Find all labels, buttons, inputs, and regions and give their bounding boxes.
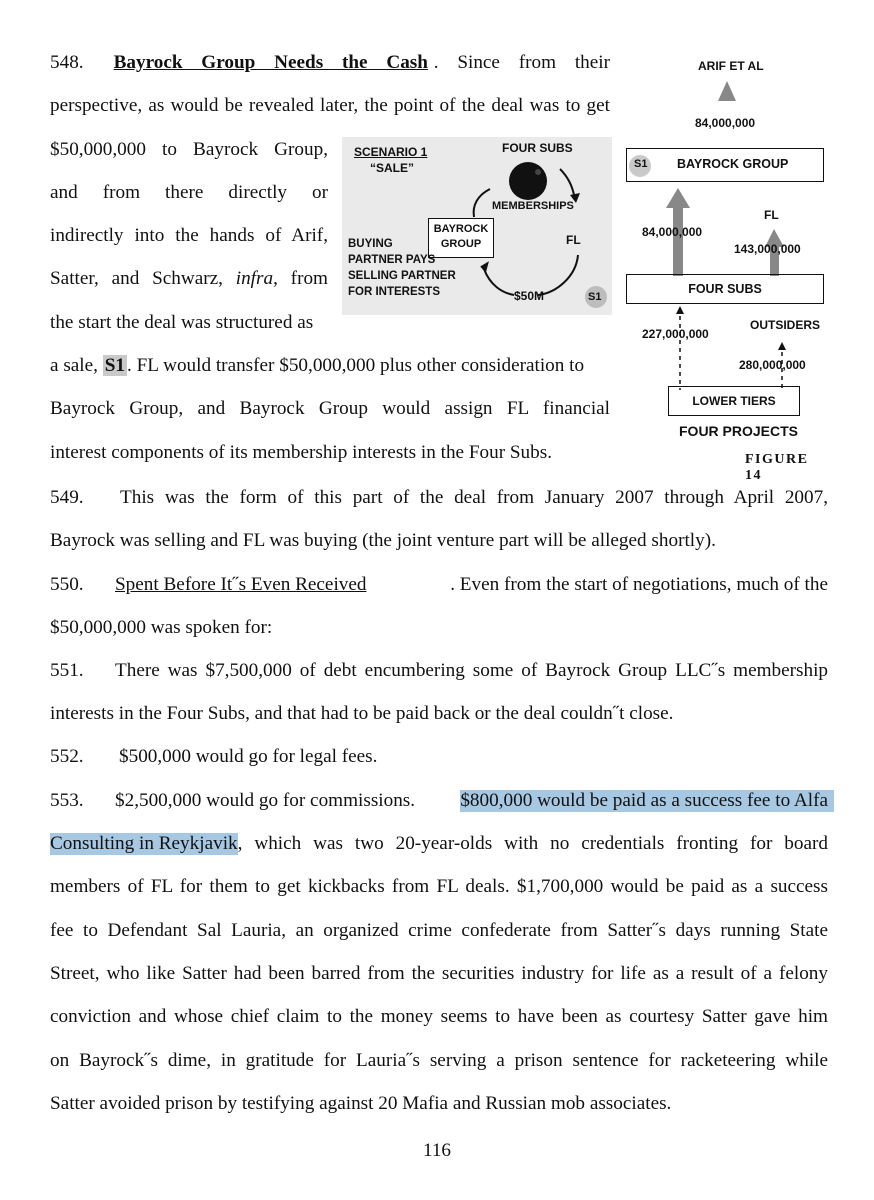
p553-line-5: Street, who like Satter had been barred from the securities industry for life as a result of a felony [50,963,828,984]
p548-line-7: the start the deal was structured as [50,312,314,333]
p548-line-9: Bayrock Group, and Bayrock Group would assign FL financial [50,398,610,419]
scenario-bayrock-line-2: GROUP [440,238,482,250]
figure-bayrock-box [626,148,824,182]
p553-line-7: on Bayrock˝s dime, in gratitude for Lauria˝s serving a prison sentence for racketeering while [50,1050,828,1071]
figure-bayrock-label: BAYROCK GROUP [677,157,789,171]
figure-s1-tag: S1 [634,158,648,170]
figure-left-amount: 84,000,000 [642,225,703,239]
p553-l1a: $2,500,000 would go for commissions. [115,790,416,811]
scenario-subtitle: “SALE” [370,161,415,175]
figure-outsiders-label: OUTSIDERS [750,318,821,332]
p552-number: 552. [50,746,84,767]
p550-heading: Spent Before It˝s Even Received [115,574,367,595]
scenario-bayrock-line-1: BAYROCK [433,223,489,235]
p548-line-8 [50,355,610,377]
p553-line-6: conviction and whose chief claim to the money seems to have been as courtesy Satter gave him [50,1006,828,1027]
p548-l6-infra: infra [235,268,274,289]
p553-l2b: , which was two 20-year-olds with no credentials fronting for board [237,833,828,854]
p548-line-1 [50,52,610,74]
scenario-amount: $50M [514,289,545,303]
scenario-fl-label: FL [566,233,581,247]
figure-14 [622,52,830,483]
p553-line-2 [50,833,828,855]
scenario-1-diagram [342,137,612,315]
p548-heading: Bayrock Group Needs the Cash [113,52,428,73]
p552-l1-text: $500,000 would go for legal fees. [119,746,378,767]
p549-l1-text: This was the form of this part of the deal from January 2007 through April 2007, [120,487,828,508]
p550-l1-rest: . Even from the start of negotiations, much of the [450,574,828,595]
p548-line-3: $50,000,000 to Bayrock Group, [50,139,328,160]
figure-fl-label: FL [764,208,779,222]
p551-line-1 [50,660,828,682]
scenario-buying-text [348,236,456,300]
p548-l8a: a sale, [50,355,103,376]
s1-reference-tag: S1 [104,355,126,376]
p548-l6a: Satter, and Schwarz, [50,268,236,289]
page-number: 116 [422,1140,452,1161]
p549-number: 549. [50,487,84,508]
p553-line-8: Satter avoided prison by testifying against 20 Mafia and Russian mob associates. [50,1093,672,1114]
figure-lower-tiers-box [668,386,800,416]
figure-lower-right-amount: 280,000,000 [739,358,806,372]
scenario-buying-line-1: BUYING [348,238,393,250]
scenario-buying-line-3: SELLING PARTNER [348,270,456,282]
figure-caption: FIGURE 14 [745,452,809,483]
p548-l6c: , from [273,268,328,289]
p548-line-2: perspective, as would be revealed later, the point of the deal was to get [50,95,610,116]
p548-l8b: . FL would transfer $50,000,000 plus other consideration to [127,355,585,376]
figure-four-subs-box [626,274,824,304]
p553-number: 553. [50,790,84,811]
p548-l1-rest: . Since from their [433,52,610,73]
scenario-buying-line-2: PARTNER PAYS [348,254,436,266]
p551-number: 551. [50,660,84,681]
p550-line-1 [50,574,828,596]
p553-line-1 [50,790,828,812]
scenario-title: SCENARIO 1 [354,145,428,159]
figure-four-subs-label: FOUR SUBS [688,282,762,296]
p548-line-6 [50,268,328,290]
p548-line-4: and from there directly or [50,182,328,203]
figure-four-projects-label: FOUR PROJECTS [679,423,799,439]
figure-lower-tiers-label: LOWER TIERS [692,394,776,408]
figure-fl-amount: 143,000,000 [734,242,801,256]
p548-number: 548. [50,52,84,73]
scenario-four-subs-label: FOUR SUBS [502,141,573,155]
p553-highlight-2: Consulting in Reykjavik [50,833,238,854]
p552-line-1 [50,746,828,768]
p548-line-10: interest components of its membership interests in the Four Subs. [50,442,553,463]
scenario-s1-tag: S1 [588,291,602,303]
p553-line-4: fee to Defendant Sal Lauria, an organized crime confederate from Satter˝s days running State [50,920,828,941]
p548-line-5: indirectly into the hands of Arif, [50,225,328,246]
figure-arif-label: ARIF ET AL [698,59,764,73]
figure-lower-left-amount: 227,000,000 [642,327,709,341]
p551-line-2: interests in the Four Subs, and that had to be paid back or the deal couldn˝t close. [50,703,674,724]
p551-l1-text: There was $7,500,000 of debt encumbering some of Bayrock Group LLC˝s membership [115,660,828,681]
p550-number: 550. [50,574,84,595]
p550-line-2: $50,000,000 was spoken for: [50,617,273,638]
p553-highlight-1: $800,000 would be paid as a success fee to Alfa [460,790,834,812]
figure-top-amount: 84,000,000 [695,116,756,130]
scenario-memberships-label: MEMBERSHIPS [492,200,574,212]
scenario-buying-line-4: FOR INTERESTS [348,286,441,298]
p549-line-2: Bayrock was selling and FL was buying (the joint venture part will be alleged shortly). [50,530,716,551]
p549-line-1 [50,487,828,509]
p553-line-3: members of FL for them to get kickbacks from FL deals. $1,700,000 would be paid as a success [50,876,828,897]
